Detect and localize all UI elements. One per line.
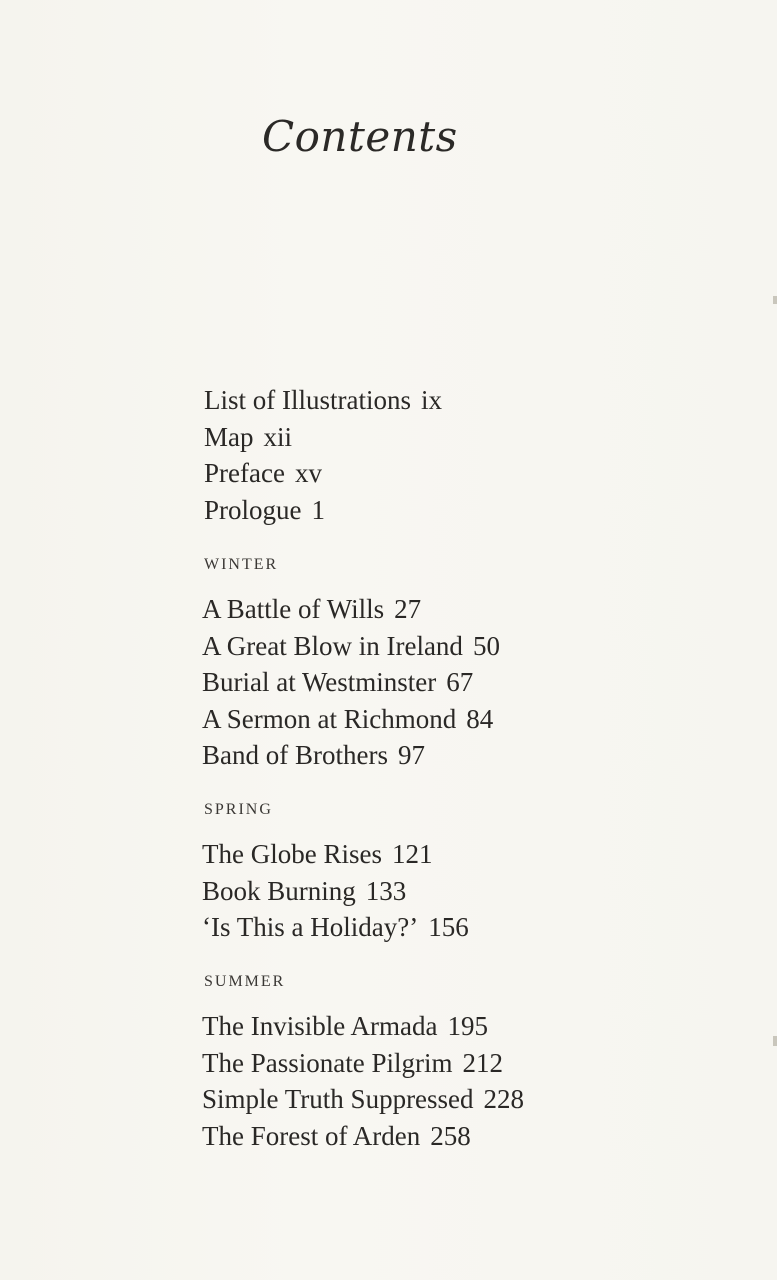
chapter-page: 228	[483, 1084, 525, 1114]
front-matter-item	[204, 492, 442, 529]
entry-page: ix	[420, 385, 442, 415]
entry-page: xii	[263, 421, 293, 452]
chapter-page: 195	[447, 1011, 488, 1041]
chapter-page: 97	[397, 740, 425, 770]
chapter-page: 121	[391, 839, 433, 869]
chapter-page: 67	[446, 667, 474, 697]
chapter-title: The Passionate Pilgrim	[202, 1047, 453, 1078]
chapter-title: The Invisible Armada	[202, 1011, 438, 1041]
chapter-title: Simple Truth Suppressed	[202, 1084, 474, 1114]
chapter-page: 258	[430, 1120, 471, 1151]
chapter-title: The Globe Rises	[202, 839, 382, 869]
chapter-title: Book Burning	[202, 875, 356, 906]
chapter-page: 84	[466, 703, 494, 734]
chapter-page: 212	[462, 1047, 503, 1078]
section-heading-spring: SPRING	[204, 801, 273, 818]
chapter-title: The Forest of Arden	[202, 1120, 421, 1151]
entry-page: xv	[294, 458, 322, 488]
front-matter-item	[204, 382, 442, 419]
page-title: Contents	[262, 112, 458, 161]
page-edge-mark	[773, 296, 777, 304]
page-edge-mark	[773, 1036, 777, 1046]
front-matter-list	[204, 382, 442, 528]
front-matter-item	[204, 455, 442, 492]
section-heading-winter: WINTER	[204, 556, 279, 573]
entry-page: 1	[311, 494, 325, 525]
section-heading-summer: SUMMER	[204, 973, 286, 990]
chapter-page: 133	[365, 875, 407, 906]
chapter-page: 156	[428, 912, 469, 942]
entry-title: Map	[204, 421, 254, 452]
chapter-title: ‘Is This a Holiday?’	[202, 912, 419, 942]
chapter-title: Band of Brothers	[202, 740, 388, 770]
entry-title: Preface	[204, 458, 285, 488]
chapter-title: A Sermon at Richmond	[202, 703, 457, 734]
front-matter-item	[204, 419, 442, 456]
entry-title: List of Illustrations	[204, 385, 411, 415]
chapter-page: 27	[394, 594, 422, 624]
entry-title: Prologue	[204, 494, 302, 525]
chapter-title: Burial at Westminster	[202, 667, 437, 697]
chapter-page: 50	[472, 630, 500, 661]
chapter-title: A Great Blow in Ireland	[202, 630, 463, 661]
chapter-title: A Battle of Wills	[202, 594, 385, 624]
